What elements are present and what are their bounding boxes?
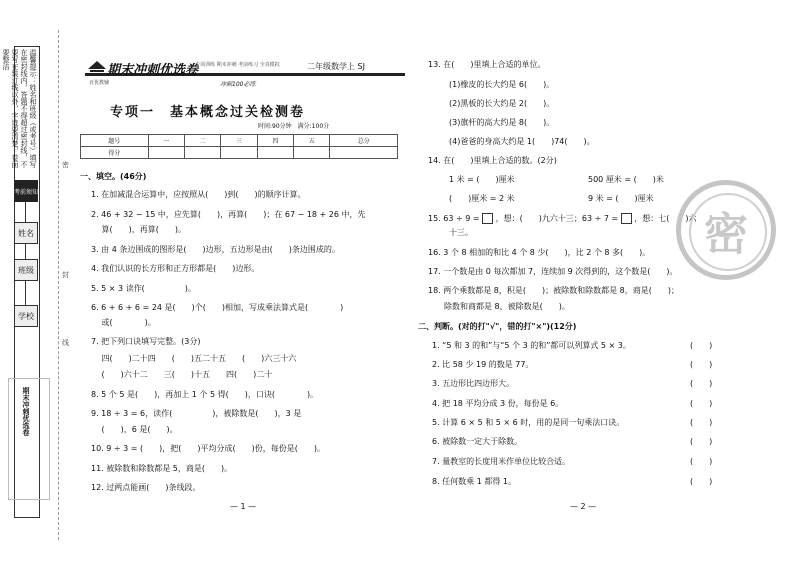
judge-item: 1. “5 和 3 的和”与“5 个 3 的和”都可以列算式 5 × 3。 xyxy=(432,341,631,350)
publisher: 百优教辅 xyxy=(89,80,110,86)
question: 13. 在( )里填上合适的单位。 xyxy=(428,60,546,69)
answer-paren[interactable]: ( ) xyxy=(690,399,713,408)
question: 4. 我们认识的长方形和正方形都是( )边形。 xyxy=(91,264,260,273)
answer-paren[interactable]: ( ) xyxy=(690,379,713,388)
header-slogan: 专项训练 期末冲刺 考前练习 全真模拟 xyxy=(195,62,280,68)
question: 3. 由 4 条边围成的图形是( )边形，五边形是由( )条边围成的。 xyxy=(91,245,340,254)
question: 6. 6 + 6 + 6 = 24 是( )个( )相加，写成乘法算式是( ) xyxy=(91,303,344,312)
judge-item: 3. 五边形比四边形大。 xyxy=(432,379,515,388)
book-icon xyxy=(87,57,107,73)
name-label: 姓名 xyxy=(14,222,38,244)
sidebar-logo-text: 期末冲刺优选卷 xyxy=(22,387,30,436)
table-cell: 题号 xyxy=(81,135,149,147)
seal-mark: 线 xyxy=(62,339,69,347)
answer-paren[interactable]: ( ) xyxy=(690,437,713,446)
table-cell: 总分 xyxy=(330,135,398,147)
judge-item: 5. 计算 6 × 5 和 5 × 6 时，用的是同一句乘法口诀。 xyxy=(432,418,625,427)
brand-logo: 期末冲刺优选卷 xyxy=(107,63,199,78)
page-number: — 1 — xyxy=(230,502,257,511)
page-title: 专项一 基本概念过关检测卷 xyxy=(110,105,306,120)
sidebar-notice: 温馨提示：姓名和班级（或考号）填写在密封线内，答题不得超过密封线，不要写在装订线以外，字迹要清楚，卷面要整洁 xyxy=(2,49,37,168)
sidebar-divider xyxy=(25,202,26,222)
question: 9. 18 ÷ 3 = 6，读作( )，被除数是( )，3 是 xyxy=(91,409,302,418)
section-heading: 二、判断。(对的打"√"，错的打"×")(12分) xyxy=(418,322,577,331)
question: 12. 过两点能画( )条线段。 xyxy=(91,483,201,492)
question: ( )，6 是( )。 xyxy=(91,425,178,434)
score-cell[interactable] xyxy=(294,147,330,159)
table-cell: 五 xyxy=(294,135,330,147)
question-text: ，想：( )九六十三；63 ÷ 7 = xyxy=(495,214,619,223)
question: 16. 3 个 8 相加的和比 4 个 8 少( )，比 2 个 8 多( )。 xyxy=(428,248,651,257)
answer-paren[interactable]: ( ) xyxy=(690,477,713,486)
sidebar-logo xyxy=(8,378,50,500)
conversion: 9 米 = ( )厘米 xyxy=(588,194,654,203)
table-cell: 二 xyxy=(184,135,220,147)
answer-paren[interactable]: ( ) xyxy=(690,457,713,466)
score-table xyxy=(80,134,398,159)
question: (3)旗杆的高大约是 8( )。 xyxy=(449,118,555,127)
table-row xyxy=(81,135,398,147)
question: 四( )二十四 ( )五二十五 ( )六三十六 xyxy=(91,354,297,363)
time-info: 时间:90分钟 满分:100分 xyxy=(258,123,330,130)
question: (1)橡皮的长大约是 6( )。 xyxy=(449,80,555,89)
question: 14. 在( )里填上合适的数。(2分) xyxy=(428,156,557,165)
class-label: 班级 xyxy=(14,259,38,281)
school-label: 学校 xyxy=(14,305,38,327)
question: 17. 一个数是由 0 每次都加 7，连续加 9 次得到的，这个数是( )。 xyxy=(428,267,678,276)
sidebar-divider xyxy=(25,244,26,259)
question-text: 15. 63 ÷ 9 = xyxy=(428,214,480,223)
score-cell[interactable] xyxy=(148,147,184,159)
conversion: 1 米 = ( )厘米 xyxy=(449,175,515,184)
table-cell: 四 xyxy=(257,135,293,147)
sidebar-badge: 考前须知 xyxy=(14,180,38,202)
binding-sidebar xyxy=(0,0,78,564)
question: 7. 把下列口诀填写完整。(3分) xyxy=(91,337,201,346)
question: (2)黑板的长大约是 2( )。 xyxy=(449,99,555,108)
table-row xyxy=(81,147,398,159)
answer-paren[interactable]: ( ) xyxy=(690,341,713,350)
grade-label: 二年级数学上 SJ xyxy=(307,62,365,71)
table-cell: 一 xyxy=(148,135,184,147)
judge-item: 2. 比 58 少 19 的数是 77。 xyxy=(432,360,534,369)
secret-stamp xyxy=(676,180,776,280)
question: 5. 5 × 3 读作( )。 xyxy=(91,284,196,293)
question-text: ，想：七( )六 xyxy=(634,214,697,223)
question: 除数和商都是 8，被除数是( )。 xyxy=(428,302,570,311)
score-cell[interactable] xyxy=(257,147,293,159)
table-cell: 三 xyxy=(221,135,257,147)
header-motto: 冲刺100必练 xyxy=(220,81,256,88)
stamp-text: 密 xyxy=(704,209,748,260)
question: 1. 在加减混合运算中，应按照从( )到( )的顺序计算。 xyxy=(91,190,306,199)
conversion: ( )厘米 = 2 米 xyxy=(449,194,515,203)
page-number: — 2 — xyxy=(570,502,597,511)
judge-item: 7. 量教室的长度用米作单位比较合适。 xyxy=(432,457,571,466)
question: 8. 5 个 5 是( )，再加上 1 个 5 得( )，口诀( )。 xyxy=(91,390,319,399)
score-cell[interactable] xyxy=(330,147,398,159)
table-cell: 得分 xyxy=(81,147,149,159)
judge-item: 6. 被除数一定大于除数。 xyxy=(432,437,523,446)
question: 10. 9 ÷ 3 = ( )，把( )平均分成( )份，每份是( )。 xyxy=(91,444,325,453)
conversion: 500 厘米 = ( )米 xyxy=(588,175,664,184)
stamp-ring xyxy=(689,193,767,271)
seal-mark: 密 xyxy=(62,161,69,169)
answer-box[interactable] xyxy=(621,213,632,224)
question: 2. 46 + 32 − 15 中，应先算( )，再算( )；在 67 − 18 + 26 中，先 xyxy=(91,210,366,219)
judge-item: 8. 任何数乘 1 都得 1。 xyxy=(432,477,516,486)
question: 18. 两个乘数都是 8，积是( )；被除数和除数都是 8，商是( )； xyxy=(428,286,680,295)
question-15 xyxy=(428,213,697,224)
score-cell[interactable] xyxy=(221,147,257,159)
sidebar-divider xyxy=(25,281,26,305)
answer-paren[interactable]: ( ) xyxy=(690,360,713,369)
question: 十三。 xyxy=(449,228,473,237)
question: ( )六十二 三( )十五 四( )二十 xyxy=(91,370,273,379)
seal-mark: 封 xyxy=(62,271,69,279)
judge-item: 4. 把 18 平均分成 3 份，每份是 6。 xyxy=(432,399,564,408)
answer-box[interactable] xyxy=(482,213,493,224)
section-heading: 一、填空。(46分) xyxy=(80,172,147,181)
question: 或( )。 xyxy=(91,318,156,327)
question: 11. 被除数和除数都是 5，商是( )。 xyxy=(91,464,233,473)
seal-line xyxy=(58,30,59,540)
header-banner xyxy=(85,57,405,87)
question: (4)爸爸的身高大约是 1( )74( )。 xyxy=(449,137,595,146)
answer-paren[interactable]: ( ) xyxy=(690,418,713,427)
question: 算( )，再算( )。 xyxy=(91,225,187,234)
score-cell[interactable] xyxy=(184,147,220,159)
